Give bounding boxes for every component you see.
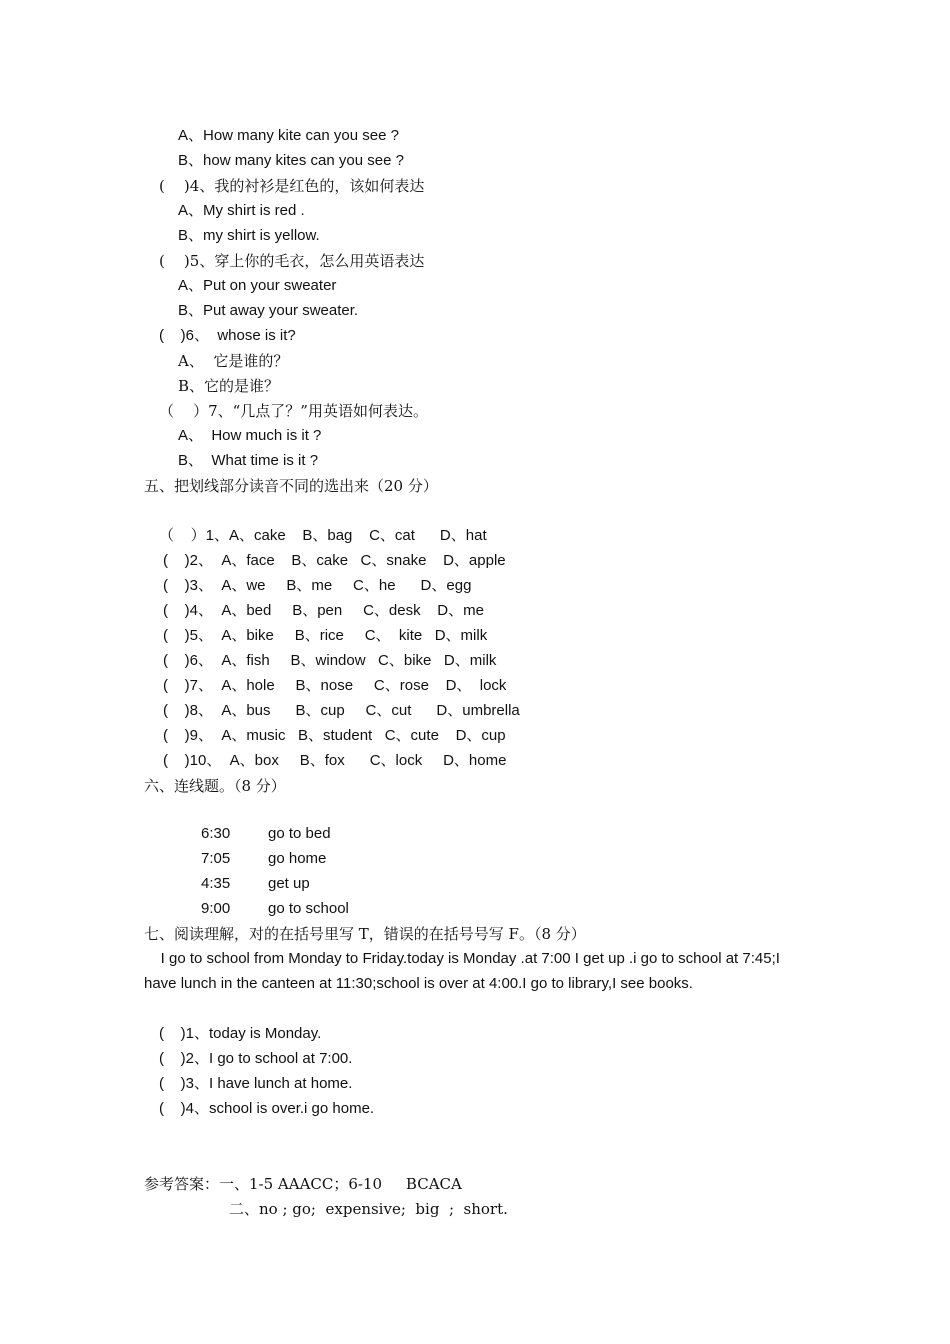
part5-item: ( )10、 A、box B、fox C、lock D、home [163,752,507,769]
part7-item: ( )1、today is Monday. [159,1025,322,1042]
match-time: 7:05 [201,850,231,867]
q3-option-a: A、How many kite can you see ? [178,127,399,144]
q7-option-b: B、 What time is it ? [178,452,319,469]
reading-passage-line2: have lunch in the canteen at 11:30;school is over at 4:00.I go to library,I see books. [144,975,693,992]
part5-item: ( )8、 A、bus B、cup C、cut D、umbrella [163,702,520,719]
part5-item: ( )2、 A、face B、cake C、snake D、apple [163,552,506,569]
match-activity: go home [268,850,327,867]
part7-heading: 七、阅读理解，对的在括号里写 T，错误的在括号号写 F。（8 分） [144,925,586,943]
match-time: 9:00 [201,900,231,917]
part6-heading: 六、连线题。（8 分） [144,777,286,795]
reading-passage-line1: I go to school from Monday to Friday.today is Monday .at 7:00 I get up .i go to school at 7:45;I [144,950,780,967]
q5-stem: ( )5、穿上你的毛衣，怎么用英语表达 [159,252,425,270]
match-time: 4:35 [201,875,231,892]
match-activity: go to bed [268,825,331,842]
part5-item: ( )7、 A、hole B、nose C、rose D、 lock [163,677,507,694]
q6-option-a: A、 它是谁的？ [178,352,289,370]
part7-item: ( )3、I have lunch at home. [159,1075,353,1092]
part5-item: ( )3、 A、we B、me C、he D、egg [163,577,472,594]
part5-item: ( )5、 A、bike B、rice C、 kite D、milk [163,627,488,644]
q4-option-b: B、my shirt is yellow. [178,227,320,244]
q5-option-a: A、Put on your sweater [178,277,337,294]
match-activity: go to school [268,900,349,917]
part5-item: ( )9、 A、music B、student C、cute D、cup [163,727,506,744]
answer-key-line2: 二、no ; go; expensive; big ; short. [229,1200,508,1218]
part7-item: ( )2、I go to school at 7:00. [159,1050,353,1067]
q7-option-a: A、 How much is it ? [178,427,322,444]
q4-option-a: A、My shirt is red . [178,202,305,219]
match-time: 6:30 [201,825,231,842]
part7-item: ( )4、school is over.i go home. [159,1100,375,1117]
part5-heading: 五、把划线部分读音不同的选出来（20 分） [144,477,438,495]
part5-item: （ ）1、A、cake B、bag C、cat D、hat [159,527,487,544]
q5-option-b: B、Put away your sweater. [178,302,359,319]
q6-option-b: B、它的是谁？ [178,377,280,395]
answer-key-line1: 参考答案：一、1-5 AAACC；6-10 BCACA [144,1175,462,1193]
q4-stem: ( )4、我的衬衫是红色的，该如何表达 [159,177,425,195]
q6-stem: ( )6、 whose is it? [159,327,296,344]
q3-option-b: B、how many kites can you see ? [178,152,404,169]
part5-item: ( )6、 A、fish B、window C、bike D、milk [163,652,497,669]
part5-item: ( )4、 A、bed B、pen C、desk D、me [163,602,484,619]
match-activity: get up [268,875,310,892]
q7-stem: （ ）7、“几点了？”用英语如何表达。 [159,402,428,420]
